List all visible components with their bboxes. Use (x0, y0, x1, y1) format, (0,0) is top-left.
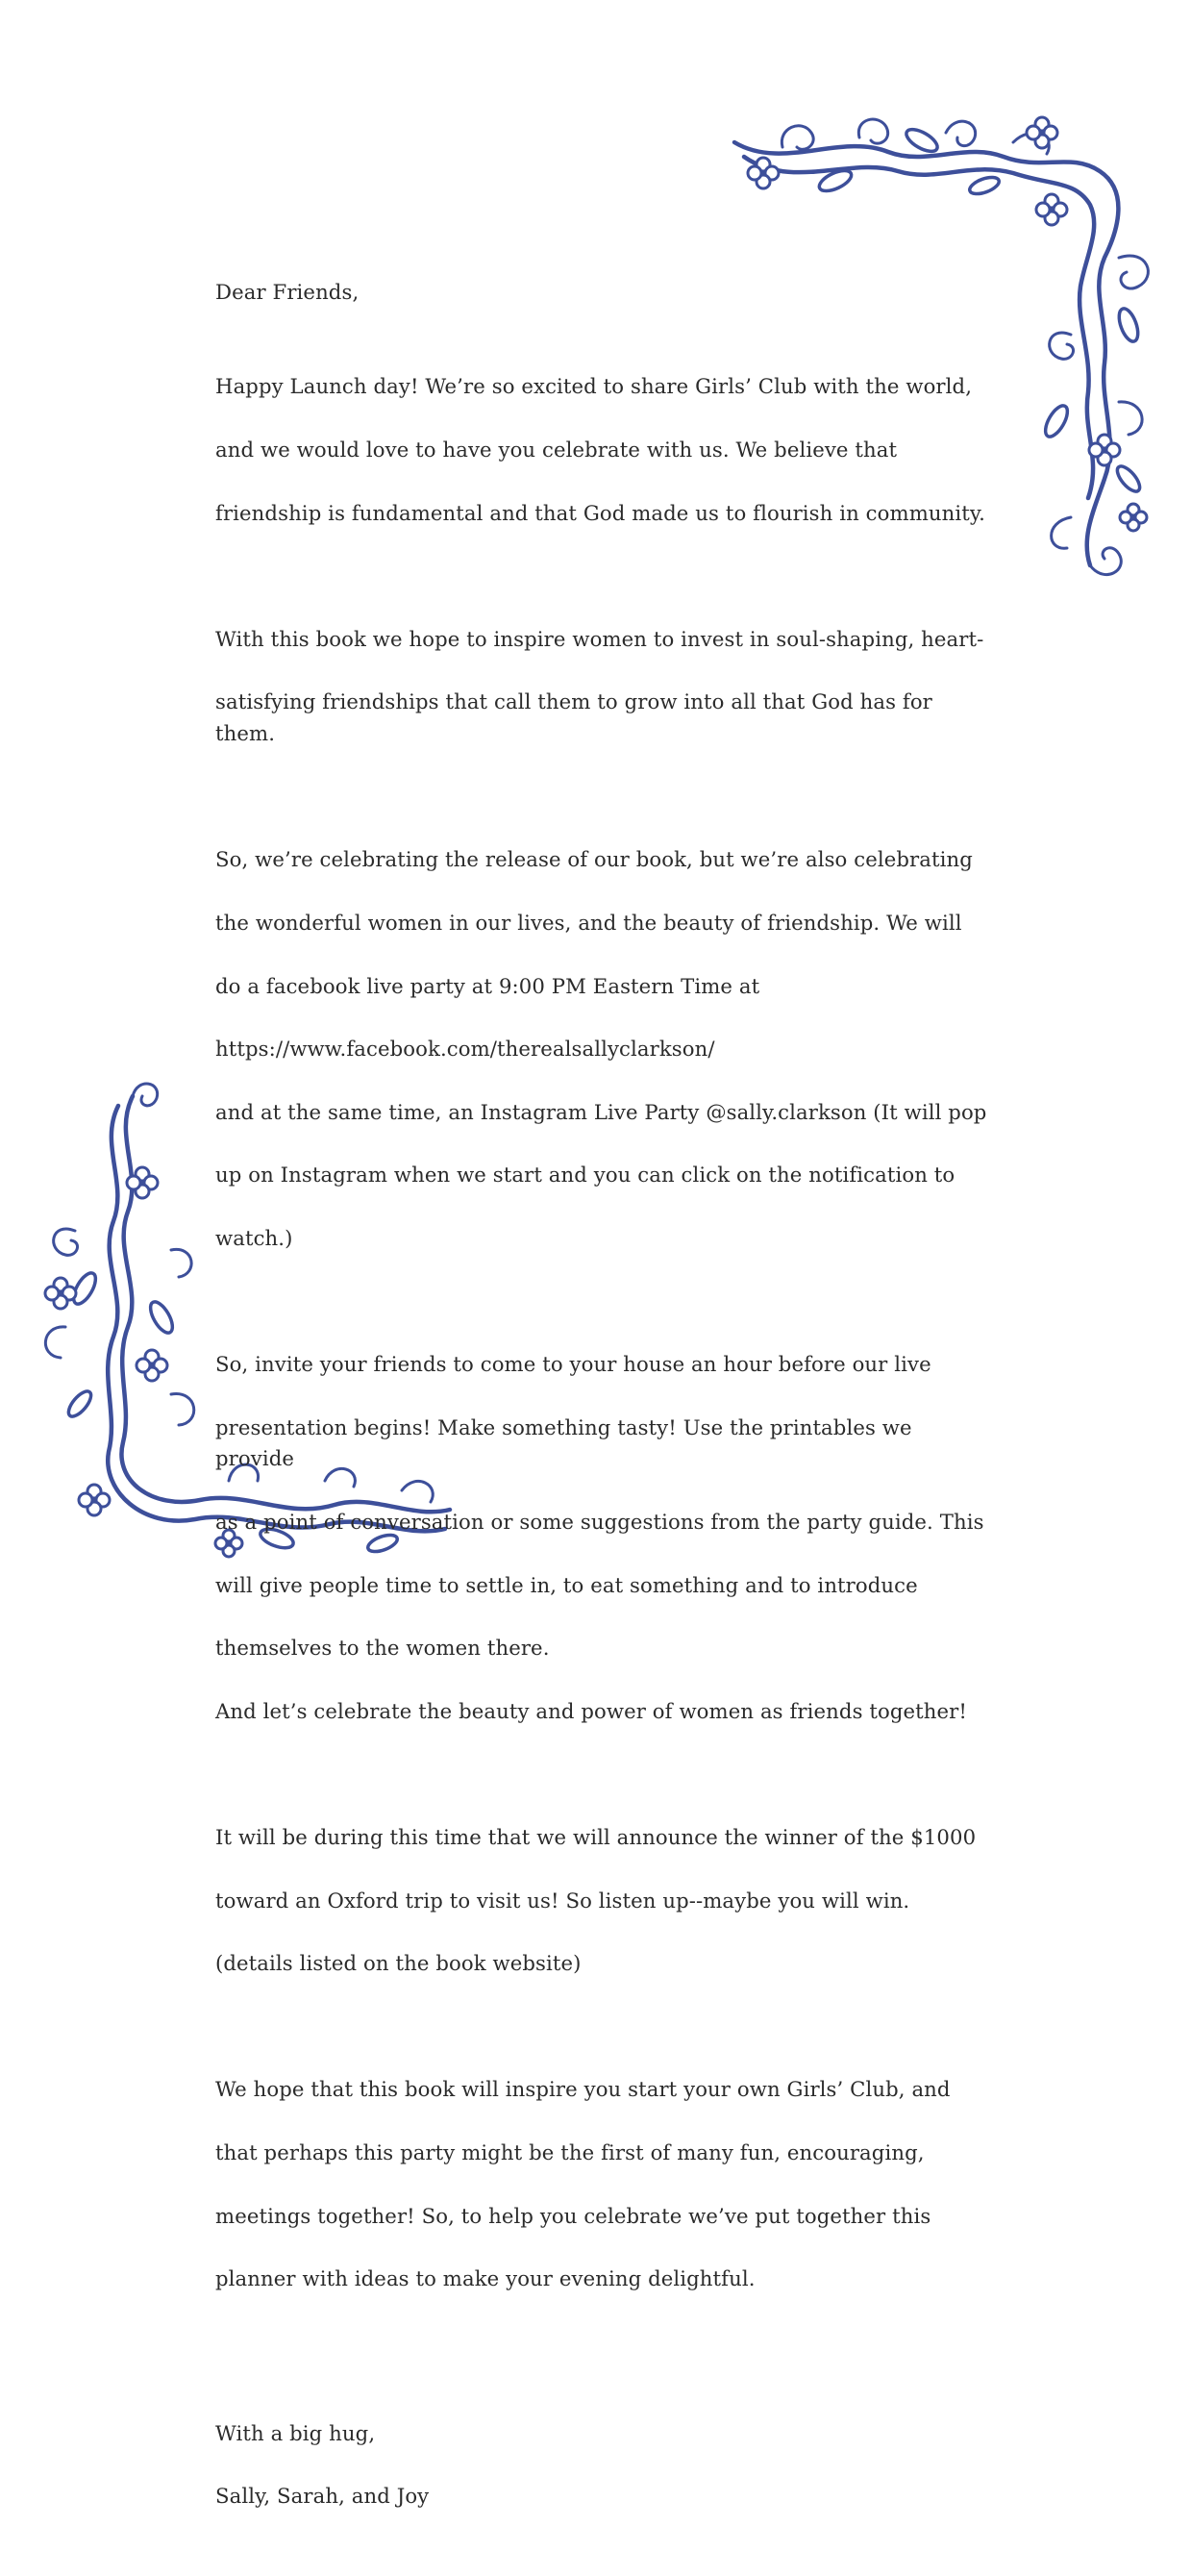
salutation: Dear Friends, (215, 280, 360, 304)
letter-body (215, 277, 994, 2576)
text-line: Happy Launch day! We’re so excited to share Girls’ Club with the world, (215, 374, 973, 399)
text-line: and we would love to have you celebrate with us. We believe that (215, 437, 898, 462)
text-line: do a facebook live party at 9:00 PM Eastern Time at (215, 973, 760, 998)
paragraph-invite-friends (215, 1317, 994, 1759)
text-line: We hope that this book will inspire you start your own Girls’ Club, and (215, 2077, 951, 2102)
paragraph-winner-announcement (215, 1790, 994, 2012)
sign-off (215, 2387, 994, 2544)
text-line: themselves to the women there. (215, 1636, 550, 1661)
text-line: as a point of conversation or some suggestions from the party guide. This (215, 1510, 984, 1535)
paragraph-live-party (215, 813, 994, 1287)
text-line: With this book we hope to inspire women to invest in soul-shaping, heart- (215, 626, 984, 651)
text-line: the wonderful women in our lives, and the beauty of friendship. We will (215, 910, 962, 935)
text-line: presentation begins! Make something tasty! Use the printables we provide (215, 1414, 912, 1471)
text-line: (details listed on the book website) (215, 1951, 582, 1976)
text-line: and at the same time, an Instagram Live Party @sally.clarkson (It will pop (215, 1099, 987, 1124)
text-line: toward an Oxford trip to visit us! So listen up--maybe you will win. (215, 1888, 910, 1913)
text-line: will give people time to settle in, to eat something and to introduce (215, 1572, 918, 1597)
text-line: And let’s celebrate the beauty and power of women as friends together! (215, 1698, 967, 1723)
signature: Sally, Sarah, and Joy (215, 2484, 430, 2509)
text-line: that perhaps this party might be the first of many fun, encouraging, (215, 2140, 925, 2165)
paragraph-book-purpose (215, 592, 994, 782)
text-line: So, invite your friends to come to your house an hour before our live (215, 1352, 931, 1377)
text-line: up on Instagram when we start and you can click on the notification to (215, 1163, 955, 1188)
paragraph-hope (215, 2043, 994, 2327)
text-line: watch.) (215, 1225, 293, 1250)
closing: With a big hug, (215, 2420, 376, 2445)
text-line: meetings together! So, to help you celebrate we’ve put together this (215, 2203, 931, 2228)
paragraph-launch-day (215, 340, 994, 562)
facebook-link[interactable]: https://www.facebook.com/therealsallyclarkson/ (215, 1037, 715, 1062)
text-line: friendship is fundamental and that God made us to flourish in community. (215, 500, 985, 525)
text-line: It will be during this time that we will announce the winner of the $1000 (215, 1825, 977, 1850)
text-line: planner with ideas to make your evening delightful. (215, 2266, 756, 2291)
text-line: So, we’re celebrating the release of our book, but we’re also celebrating (215, 847, 973, 872)
text-line: satisfying friendships that call them to grow into all that God has for them. (215, 689, 932, 746)
